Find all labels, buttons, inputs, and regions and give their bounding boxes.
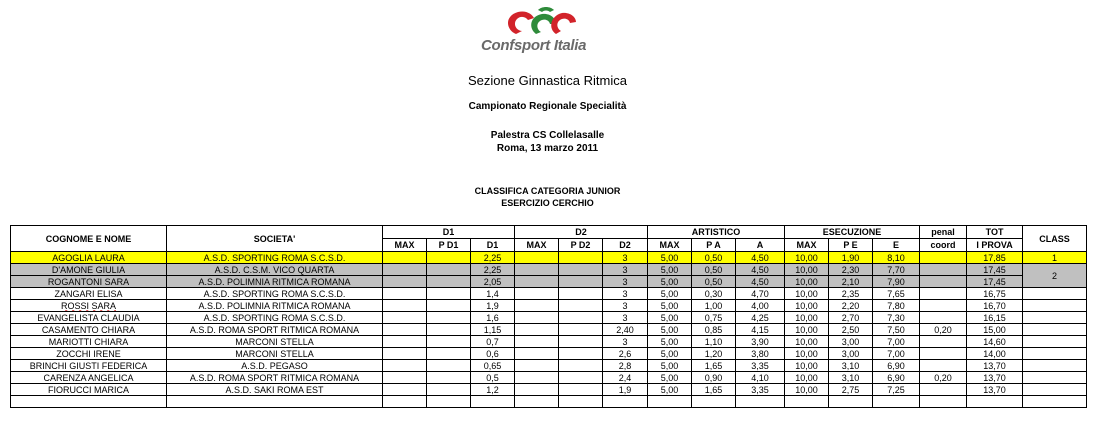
- cell-d1: 1,15: [471, 324, 515, 336]
- results-table: [10, 225, 1087, 408]
- cell-name: ROGANTONI SARA: [11, 276, 167, 288]
- cell-d1: 2,25: [471, 264, 515, 276]
- header-d2-group: D2: [515, 226, 648, 239]
- subheader-cell: P D1: [427, 239, 471, 252]
- cell-emax: 10,00: [785, 300, 829, 312]
- table-row: [11, 276, 1087, 288]
- cell-d2max: [515, 384, 559, 396]
- cell-name: MARIOTTI CHIARA: [11, 336, 167, 348]
- cell-empty: [920, 396, 967, 408]
- header-penal: penal: [920, 226, 967, 239]
- cell-d1: 1,2: [471, 384, 515, 396]
- subheader-cell: MAX: [515, 239, 559, 252]
- cell-pe: 1,90: [829, 252, 873, 264]
- header-coord: coord: [920, 239, 967, 252]
- cell-pe: 2,70: [829, 312, 873, 324]
- cell-pe: 2,50: [829, 324, 873, 336]
- cell-pd2: [559, 300, 603, 312]
- cell-d2max: [515, 252, 559, 264]
- cell-tot: 14,60: [967, 336, 1023, 348]
- cell-pd2: [559, 264, 603, 276]
- cell-pa: 1,10: [692, 336, 736, 348]
- cell-e: 7,65: [873, 288, 920, 300]
- cell-pa: 1,65: [692, 384, 736, 396]
- cell-name: AGOGLIA LAURA: [11, 252, 167, 264]
- cell-e: 7,90: [873, 276, 920, 288]
- subheader-cell: D1: [471, 239, 515, 252]
- cell-d1: 1,4: [471, 288, 515, 300]
- cell-d1max: [383, 276, 427, 288]
- subheader-cell: MAX: [785, 239, 829, 252]
- cell-society: A.S.D. POLIMNIA RITMICA ROMANA: [167, 276, 383, 288]
- cell-penal: 0,20: [920, 324, 967, 336]
- cell-amax: 5,00: [648, 264, 692, 276]
- cell-pd1: [427, 384, 471, 396]
- cell-emax: 10,00: [785, 288, 829, 300]
- cell-d1: 2,05: [471, 276, 515, 288]
- cell-tot: 13,70: [967, 360, 1023, 372]
- cell-e: 8,10: [873, 252, 920, 264]
- subheader-cell: P A: [692, 239, 736, 252]
- cell-d2: 3: [603, 300, 648, 312]
- cell-penal: [920, 312, 967, 324]
- cell-d2: 3: [603, 252, 648, 264]
- cell-d2max: [515, 288, 559, 300]
- cell-society: MARCONI STELLA: [167, 336, 383, 348]
- results-body: [11, 252, 1087, 408]
- cell-d1max: [383, 288, 427, 300]
- cell-d1max: [383, 348, 427, 360]
- cell-d2: 2,8: [603, 360, 648, 372]
- cell-class: [1023, 372, 1087, 384]
- cell-name: BRINCHI GIUSTI FEDERICA: [11, 360, 167, 372]
- cell-e: 7,30: [873, 312, 920, 324]
- cell-empty: [692, 396, 736, 408]
- cell-society: MARCONI STELLA: [167, 348, 383, 360]
- cell-d1max: [383, 264, 427, 276]
- logo-text: Confsport Italia: [481, 37, 587, 54]
- cell-pd2: [559, 336, 603, 348]
- cell-class: [1023, 348, 1087, 360]
- cell-empty: [383, 396, 427, 408]
- cell-pe: 2,75: [829, 384, 873, 396]
- exercise-title: ESERCIZIO CERCHIO: [501, 198, 594, 208]
- cell-d1: 2,25: [471, 252, 515, 264]
- subheader-cell: D2: [603, 239, 648, 252]
- cell-d1max: [383, 372, 427, 384]
- cell-a: 4,15: [736, 324, 785, 336]
- cell-a: 3,35: [736, 384, 785, 396]
- header-artistic: ARTISTICO: [648, 226, 785, 239]
- header-class: CLASS: [1023, 226, 1087, 252]
- cell-a: 4,50: [736, 252, 785, 264]
- cell-d2max: [515, 300, 559, 312]
- cell-pa: 1,20: [692, 348, 736, 360]
- cell-d2max: [515, 348, 559, 360]
- cell-pd2: [559, 276, 603, 288]
- cell-society: A.S.D. ROMA SPORT RITMICA ROMANA: [167, 372, 383, 384]
- cell-d2: 2,40: [603, 324, 648, 336]
- cell-pd1: [427, 252, 471, 264]
- cell-pd2: [559, 252, 603, 264]
- cell-penal: [920, 336, 967, 348]
- cell-d1: 0,65: [471, 360, 515, 372]
- cell-a: 4,50: [736, 264, 785, 276]
- cell-class: [1023, 312, 1087, 324]
- cell-tot: 13,70: [967, 384, 1023, 396]
- cell-a: 3,35: [736, 360, 785, 372]
- cell-empty: [515, 396, 559, 408]
- table-row: [11, 312, 1087, 324]
- cell-empty: [967, 396, 1023, 408]
- cell-d2: 2,4: [603, 372, 648, 384]
- subheader-cell: P D2: [559, 239, 603, 252]
- cell-emax: 10,00: [785, 372, 829, 384]
- cell-d1: 0,5: [471, 372, 515, 384]
- table-row-empty: [11, 396, 1087, 408]
- cell-pe: 3,10: [829, 372, 873, 384]
- cell-pe: 3,00: [829, 336, 873, 348]
- table-row: [11, 348, 1087, 360]
- cell-a: 4,25: [736, 312, 785, 324]
- cell-a: 4,50: [736, 276, 785, 288]
- cell-empty: [1023, 396, 1087, 408]
- cell-penal: 0,20: [920, 372, 967, 384]
- cell-emax: 10,00: [785, 252, 829, 264]
- cell-society: A.S.D. SPORTING ROMA S.C.S.D.: [167, 252, 383, 264]
- cell-pa: 0,90: [692, 372, 736, 384]
- class-rank-2: 2: [1023, 264, 1087, 288]
- venue: Palestra CS Collelasalle: [490, 130, 605, 141]
- event-date: Roma, 13 marzo 2011: [496, 143, 599, 154]
- cell-pd2: [559, 360, 603, 372]
- cell-a: 3,80: [736, 348, 785, 360]
- table-row: [11, 252, 1087, 264]
- subheader-cell: E: [873, 239, 920, 252]
- cell-tot: 14,00: [967, 348, 1023, 360]
- cell-empty: [11, 396, 167, 408]
- header-iprova: I PROVA: [967, 239, 1023, 252]
- header-society: SOCIETA': [167, 226, 383, 252]
- cell-d1: 1,6: [471, 312, 515, 324]
- cell-penal: [920, 264, 967, 276]
- cell-penal: [920, 276, 967, 288]
- cell-tot: 16,75: [967, 288, 1023, 300]
- cell-d2: 1,9: [603, 384, 648, 396]
- cell-pd2: [559, 348, 603, 360]
- cell-empty: [785, 396, 829, 408]
- cell-tot: 13,70: [967, 372, 1023, 384]
- cell-pd2: [559, 312, 603, 324]
- cell-e: 7,50: [873, 324, 920, 336]
- cell-d2max: [515, 336, 559, 348]
- cell-e: 7,00: [873, 348, 920, 360]
- cell-d1: 0,6: [471, 348, 515, 360]
- cell-e: 7,70: [873, 264, 920, 276]
- cell-society: A.S.D. PEGASO: [167, 360, 383, 372]
- header-row-1: [11, 226, 1087, 239]
- cell-d1max: [383, 300, 427, 312]
- cell-society: A.S.D. SPORTING ROMA S.C.S.D.: [167, 312, 383, 324]
- cell-pd1: [427, 264, 471, 276]
- cell-pe: 3,00: [829, 348, 873, 360]
- class-rank-1: 1: [1023, 252, 1087, 264]
- cell-society: A.S.D. POLIMNIA RITMICA ROMANA: [167, 300, 383, 312]
- classification-title: CLASSIFICA CATEGORIA JUNIOR: [474, 186, 621, 196]
- cell-pd1: [427, 276, 471, 288]
- cell-d1max: [383, 360, 427, 372]
- cell-empty: [167, 396, 383, 408]
- cell-d1max: [383, 312, 427, 324]
- cell-d2: 2,6: [603, 348, 648, 360]
- cell-amax: 5,00: [648, 252, 692, 264]
- cell-pd2: [559, 324, 603, 336]
- cell-class: [1023, 300, 1087, 312]
- cell-amax: 5,00: [648, 348, 692, 360]
- cell-a: 4,10: [736, 372, 785, 384]
- section-title: Sezione Ginnastica Ritmica: [468, 73, 627, 88]
- cell-tot: 16,70: [967, 300, 1023, 312]
- header-name: COGNOME E NOME: [11, 226, 167, 252]
- cell-empty: [736, 396, 785, 408]
- cell-d2: 3: [603, 336, 648, 348]
- cell-penal: [920, 252, 967, 264]
- cell-pa: 0,85: [692, 324, 736, 336]
- table-row: [11, 264, 1087, 276]
- cell-a: 4,70: [736, 288, 785, 300]
- cell-pd1: [427, 360, 471, 372]
- cell-tot: 17,85: [967, 252, 1023, 264]
- cell-d2: 3: [603, 312, 648, 324]
- cell-amax: 5,00: [648, 276, 692, 288]
- cell-e: 6,90: [873, 372, 920, 384]
- cell-empty: [648, 396, 692, 408]
- cell-pd1: [427, 372, 471, 384]
- cell-d1max: [383, 336, 427, 348]
- cell-d2max: [515, 264, 559, 276]
- cell-d1max: [383, 252, 427, 264]
- cell-pd1: [427, 324, 471, 336]
- cell-d1: 0,7: [471, 336, 515, 348]
- cell-emax: 10,00: [785, 384, 829, 396]
- cell-pe: 2,30: [829, 264, 873, 276]
- cell-pa: 1,00: [692, 300, 736, 312]
- cell-class: [1023, 360, 1087, 372]
- cell-pd1: [427, 312, 471, 324]
- cell-e: 7,00: [873, 336, 920, 348]
- cell-pa: 0,50: [692, 276, 736, 288]
- cell-d2max: [515, 276, 559, 288]
- cell-emax: 10,00: [785, 264, 829, 276]
- cell-d2: 3: [603, 288, 648, 300]
- table-row: [11, 336, 1087, 348]
- cell-e: 7,25: [873, 384, 920, 396]
- header-execution: ESECUZIONE: [785, 226, 920, 239]
- cell-tot: 17,45: [967, 264, 1023, 276]
- cell-d2max: [515, 372, 559, 384]
- cell-penal: [920, 384, 967, 396]
- cell-name: D'AMONE GIULIA: [11, 264, 167, 276]
- cell-name-text: ROSSI SARA: [60, 300, 116, 311]
- cell-pe: 2,20: [829, 300, 873, 312]
- cell-pd1: [427, 336, 471, 348]
- cell-class: [1023, 324, 1087, 336]
- table-row: [11, 324, 1087, 336]
- cell-pa: 0,30: [692, 288, 736, 300]
- cell-emax: 10,00: [785, 348, 829, 360]
- cell-pe: 2,35: [829, 288, 873, 300]
- cell-name: ZANGARI ELISA: [11, 288, 167, 300]
- cell-d2max: [515, 360, 559, 372]
- cell-society: A.S.D. C.S.M. VICO QUARTA: [167, 264, 383, 276]
- cell-empty: [427, 396, 471, 408]
- cell-d2max: [515, 312, 559, 324]
- table-row: [11, 360, 1087, 372]
- cell-tot: 15,00: [967, 324, 1023, 336]
- table-row: [11, 372, 1087, 384]
- cell-name: [11, 300, 167, 312]
- cell-empty: [471, 396, 515, 408]
- cell-d1: 1,9: [471, 300, 515, 312]
- cell-tot: 17,45: [967, 276, 1023, 288]
- cell-class: [1023, 384, 1087, 396]
- cell-emax: 10,00: [785, 276, 829, 288]
- cell-amax: 5,00: [648, 360, 692, 372]
- cell-pd1: [427, 288, 471, 300]
- cell-amax: 5,00: [648, 324, 692, 336]
- cell-amax: 5,00: [648, 372, 692, 384]
- cell-class: [1023, 336, 1087, 348]
- cell-penal: [920, 360, 967, 372]
- cell-amax: 5,00: [648, 384, 692, 396]
- cell-name: CASAMENTO CHIARA: [11, 324, 167, 336]
- cell-d1max: [383, 384, 427, 396]
- cell-amax: 5,00: [648, 312, 692, 324]
- cell-pa: 1,65: [692, 360, 736, 372]
- cell-emax: 10,00: [785, 336, 829, 348]
- cell-penal: [920, 348, 967, 360]
- cell-a: 4,00: [736, 300, 785, 312]
- cell-amax: 5,00: [648, 336, 692, 348]
- cell-name: FIORUCCI MARICA: [11, 384, 167, 396]
- cell-a: 3,90: [736, 336, 785, 348]
- cell-emax: 10,00: [785, 312, 829, 324]
- cell-pd2: [559, 384, 603, 396]
- table-row: [11, 300, 1087, 312]
- cell-society: A.S.D. SPORTING ROMA S.C.S.D.: [167, 288, 383, 300]
- subheader-cell: MAX: [648, 239, 692, 252]
- cell-emax: 10,00: [785, 324, 829, 336]
- subheader-cell: P E: [829, 239, 873, 252]
- cell-tot: 16,15: [967, 312, 1023, 324]
- cell-pd1: [427, 348, 471, 360]
- cell-e: 7,80: [873, 300, 920, 312]
- cell-pe: 2,10: [829, 276, 873, 288]
- cell-society: A.S.D. ROMA SPORT RITMICA ROMANA: [167, 324, 383, 336]
- subheader-cell: MAX: [383, 239, 427, 252]
- cell-empty: [559, 396, 603, 408]
- header-d1-group: D1: [383, 226, 515, 239]
- cell-name: EVANGELISTA CLAUDIA: [11, 312, 167, 324]
- cell-pe: 3,10: [829, 360, 873, 372]
- championship-title: Campionato Regionale Specialità: [468, 101, 627, 112]
- table-row: [11, 384, 1087, 396]
- cell-pa: 0,50: [692, 252, 736, 264]
- cell-emax: 10,00: [785, 360, 829, 372]
- cell-pa: 0,75: [692, 312, 736, 324]
- table-row: [11, 288, 1087, 300]
- cell-amax: 5,00: [648, 288, 692, 300]
- cell-class: [1023, 288, 1087, 300]
- cell-amax: 5,00: [648, 300, 692, 312]
- subheader-cell: A: [736, 239, 785, 252]
- cell-d2max: [515, 324, 559, 336]
- cell-pa: 0,50: [692, 264, 736, 276]
- cell-empty: [873, 396, 920, 408]
- cell-e: 6,90: [873, 360, 920, 372]
- cell-d1max: [383, 324, 427, 336]
- cell-pd2: [559, 288, 603, 300]
- cell-penal: [920, 288, 967, 300]
- cell-penal: [920, 300, 967, 312]
- cell-empty: [829, 396, 873, 408]
- cell-empty: [603, 396, 648, 408]
- cell-pd1: [427, 300, 471, 312]
- cell-d2: 3: [603, 264, 648, 276]
- cell-name: ZOCCHI IRENE: [11, 348, 167, 360]
- cell-society: A.S.D. SAKI ROMA EST: [167, 384, 383, 396]
- header-tot: TOT: [967, 226, 1023, 239]
- cell-name: CARENZA ANGELICA: [11, 372, 167, 384]
- cell-pd2: [559, 372, 603, 384]
- cell-d2: 3: [603, 276, 648, 288]
